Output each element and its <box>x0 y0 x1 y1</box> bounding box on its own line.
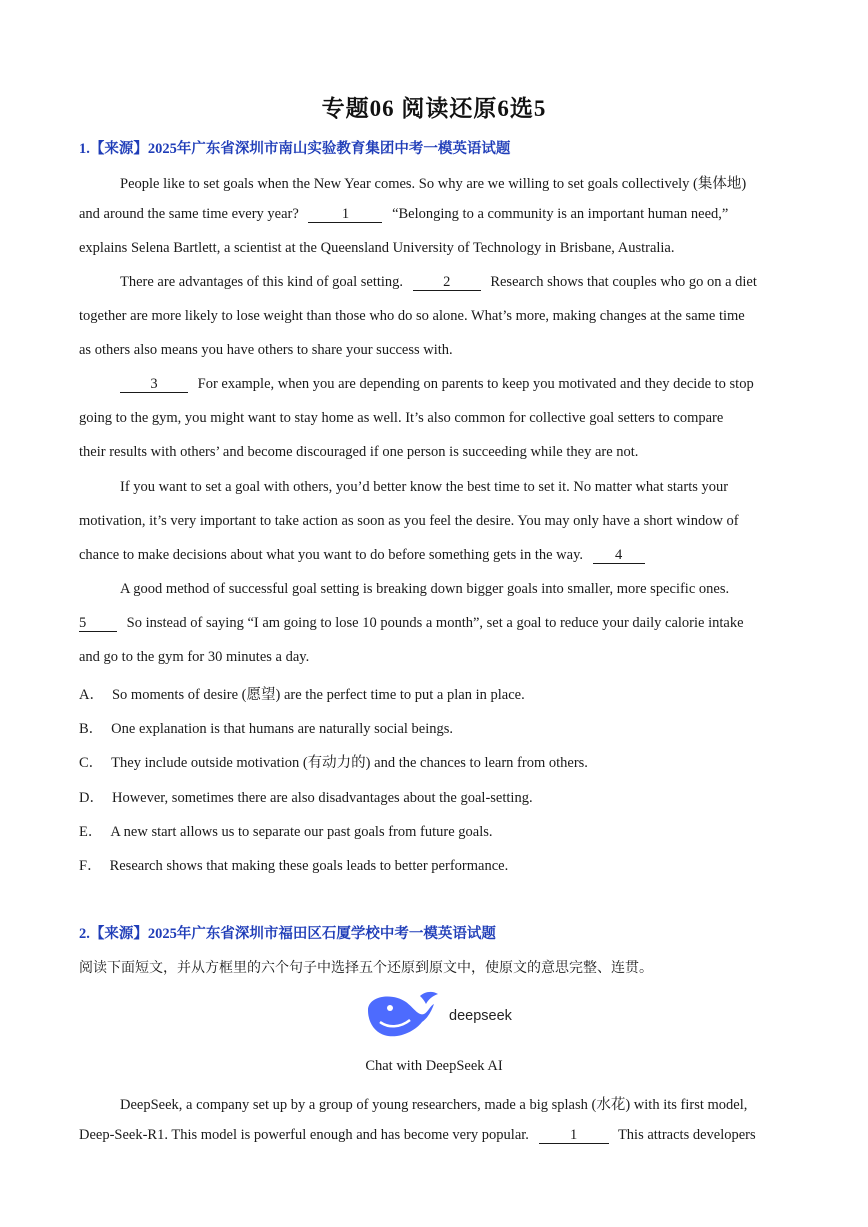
blank-3: 3 <box>120 376 188 393</box>
image-caption: Chat with DeepSeek AI <box>365 1058 503 1074</box>
option-text: A new start allows us to separate our past goals from future goals. <box>110 824 493 840</box>
option-e <box>79 820 790 841</box>
s1-p1-line2 <box>79 206 790 223</box>
s1-p1-text: “Belonging to a community is an important human need,” <box>392 206 729 222</box>
option-text: They include outside motivation (有动力的) and the chances to learn from others. <box>111 755 588 771</box>
s1-p3-text: For example, when you are depending on parents to keep you motivated and they decide to stop <box>197 376 754 392</box>
s1-p1-line1: People like to set goals when the New Year comes. So why are we willing to set goals collectively (集体地) <box>120 176 747 192</box>
option-a <box>79 683 790 704</box>
s1-p4-text: chance to make decisions about what you want to do before something gets in the way. <box>79 547 584 563</box>
s1-p1-line3: explains Selena Bartlett, a scientist at the Queensland University of Technology in Brisbane, Australia. <box>79 240 675 256</box>
s1-p3-line3: their results with others’ and become discouraged if one person is succeeding while they are not. <box>79 444 639 460</box>
s1-p5-line2 <box>73 615 784 632</box>
s1-p5-line1: A good method of successful goal setting is breaking down bigger goals into smaller, more specific ones. <box>120 581 730 597</box>
option-text: So moments of desire (愿望) are the perfect time to put a plan in place. <box>111 687 525 703</box>
s1-p2-line3: as others also means you have others to share your success with. <box>79 342 453 358</box>
option-letter: B． <box>79 721 104 737</box>
blank-5: 5 <box>79 615 117 632</box>
s2-p1-text: This attracts developers <box>617 1127 756 1143</box>
option-text: Research shows that making these goals leads to better performance. <box>109 858 509 874</box>
option-b <box>79 717 790 738</box>
blank-1: 1 <box>308 206 382 223</box>
option-d <box>79 786 790 807</box>
option-text: However, sometimes there are also disadvantages about the goal-setting. <box>111 790 533 806</box>
s2-blank-1: 1 <box>539 1127 609 1144</box>
s1-p4-line1: If you want to set a goal with others, you’d better know the best time to set it. No matter what starts your <box>120 479 729 495</box>
s1-p2-line2: together are more likely to lose weight than those who do so alone. What’s more, making changes at the same time <box>79 308 745 324</box>
option-letter: F． <box>79 858 102 874</box>
s1-p4-line3 <box>79 547 790 564</box>
s2-p1-line2 <box>79 1127 790 1144</box>
s1-p1-text: and around the same time every year? <box>79 206 299 222</box>
page-title: 专题06 阅读还原6选5 <box>321 96 547 121</box>
blank-2: 2 <box>413 274 481 291</box>
whale-icon <box>362 988 442 1044</box>
option-text: One explanation is that humans are naturally social beings. <box>111 721 454 737</box>
option-c <box>79 751 790 772</box>
option-letter: E． <box>79 824 103 840</box>
blank-4: 4 <box>593 547 645 564</box>
s1-p3-line2: going to the gym, you might want to stay home as well. It’s also common for collective goal setters to compare <box>79 410 724 426</box>
option-letter: D． <box>79 790 104 806</box>
s2-p1-line1: DeepSeek, a company set up by a group of young researchers, made a big splash (水花) with its first model, <box>120 1097 748 1113</box>
section2-source: 2.【来源】2025年广东省深圳市福田区石厦学校中考一模英语试题 <box>79 926 496 942</box>
s1-p5-line3: and go to the gym for 30 minutes a day. <box>79 649 310 665</box>
s1-p2-text: Research shows that couples who go on a diet <box>490 274 757 290</box>
section2-instruction: 阅读下面短文，并从方框里的六个句子中选择五个还原到原文中，使原文的意思完整、连贯。 <box>79 960 653 976</box>
option-f <box>79 854 790 875</box>
s1-p3-line1 <box>79 376 825 393</box>
option-letter: A． <box>79 687 104 703</box>
s2-p1-text: Deep-Seek-R1. This model is powerful enough and has become very popular. <box>79 1127 529 1143</box>
s1-p2-line1 <box>79 274 831 291</box>
logo-text: deepseek <box>449 1008 512 1024</box>
s1-p5-text: So instead of saying “I am going to lose 10 pounds a month”, set a goal to reduce your daily calorie intake <box>126 615 744 631</box>
s1-p4-line2: motivation, it’s very important to take action as soon as you feel the desire. You may only have a short window of <box>79 513 739 529</box>
section1-source: 1.【来源】2025年广东省深圳市南山实验教育集团中考一模英语试题 <box>79 141 511 157</box>
s1-p2-text: There are advantages of this kind of goal setting. <box>120 274 404 290</box>
option-letter: C． <box>79 755 104 771</box>
